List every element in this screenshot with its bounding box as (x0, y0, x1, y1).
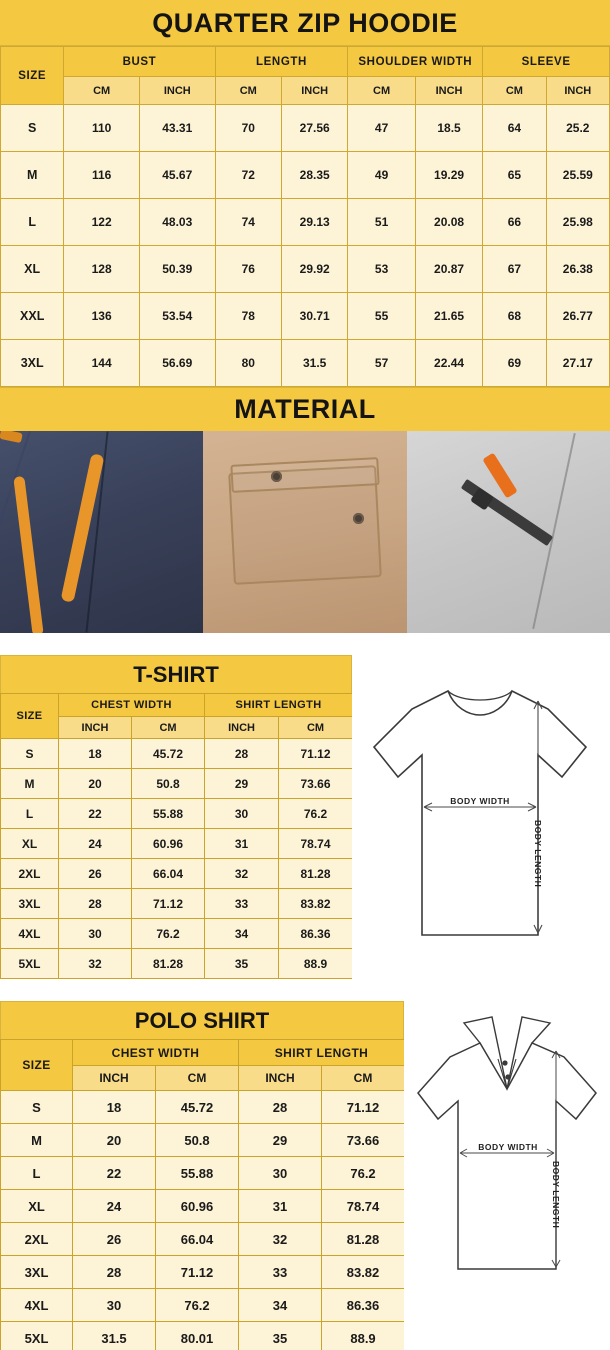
cell: 18 (59, 739, 132, 769)
cell: 68 (483, 293, 546, 340)
cell: 30 (73, 1289, 156, 1322)
hoodie-col-shoulder-width: SHOULDER WIDTH (348, 47, 483, 77)
table-row (1, 1124, 405, 1157)
cell: 28 (59, 889, 132, 919)
cell: 29 (239, 1124, 322, 1157)
hoodie-size-label: XXL (1, 293, 64, 340)
cell: 65 (483, 152, 546, 199)
cell: 80 (215, 340, 281, 387)
tshirt-measurement-diagram (352, 655, 610, 977)
cell: 35 (239, 1322, 322, 1350)
cell: 70 (215, 105, 281, 152)
cell: 43.31 (139, 105, 215, 152)
cell: 74 (215, 199, 281, 246)
hoodie-size-table (0, 46, 610, 387)
polo-unit-chest-cm: CM (156, 1066, 239, 1091)
cell: 55.88 (156, 1157, 239, 1190)
table-row (1, 919, 353, 949)
tshirt-diagram-wrap (352, 655, 610, 979)
grey-zipper-pull-photo (407, 431, 610, 633)
table-row (1, 293, 610, 340)
cell: 33 (239, 1256, 322, 1289)
hoodie-unit-header-row (1, 77, 610, 105)
cell: 27.17 (546, 340, 609, 387)
cell: 76 (215, 246, 281, 293)
cell: 22.44 (415, 340, 482, 387)
cell: 30.71 (281, 293, 347, 340)
cell: 78.74 (279, 829, 353, 859)
cell: 31 (239, 1190, 322, 1223)
cell: 31.5 (73, 1322, 156, 1350)
cell: 31.5 (281, 340, 347, 387)
polo-col-chest-width: CHEST WIDTH (73, 1040, 239, 1066)
polo-diagram-wrap (404, 1001, 610, 1350)
cell: 128 (64, 246, 140, 293)
cell: 26 (73, 1223, 156, 1256)
cell: 18.5 (415, 105, 482, 152)
cell: 20.87 (415, 246, 482, 293)
cell: 30 (59, 919, 132, 949)
polo-size-label: S (1, 1091, 73, 1124)
table-row (1, 829, 353, 859)
cell: 64 (483, 105, 546, 152)
cell: 45.72 (156, 1091, 239, 1124)
cell: 71.12 (322, 1091, 405, 1124)
cell: 34 (205, 919, 279, 949)
hoodie-col-sleeve: SLEEVE (483, 47, 610, 77)
tshirt-col-size: SIZE (1, 694, 59, 739)
table-row (1, 1322, 405, 1350)
cell: 73.66 (322, 1124, 405, 1157)
tshirt-col-chest-width: CHEST WIDTH (59, 694, 205, 717)
table-row (1, 1289, 405, 1322)
polo-unit-chest-inch: INCH (73, 1066, 156, 1091)
cell: 28 (73, 1256, 156, 1289)
cell: 122 (64, 199, 140, 246)
cell: 78 (215, 293, 281, 340)
cell: 69 (483, 340, 546, 387)
cell: 80.01 (156, 1322, 239, 1350)
cell: 25.59 (546, 152, 609, 199)
cell: 26 (59, 859, 132, 889)
cell: 32 (239, 1223, 322, 1256)
section-spacer (0, 633, 610, 655)
cell: 29.92 (281, 246, 347, 293)
cell: 72 (215, 152, 281, 199)
tshirt-size-label: 5XL (1, 949, 59, 979)
polo-size-table (0, 1039, 405, 1350)
tshirt-size-label: 3XL (1, 889, 59, 919)
cell: 30 (239, 1157, 322, 1190)
cell: 81.28 (279, 859, 353, 889)
polo-col-shirt-length: SHIRT LENGTH (239, 1040, 405, 1066)
tshirt-col-shirt-length: SHIRT LENGTH (205, 694, 353, 717)
cell: 29 (205, 769, 279, 799)
polo-size-label: XL (1, 1190, 73, 1223)
hoodie-unit-shoulder-inch: INCH (415, 77, 482, 105)
hoodie-col-length: LENGTH (215, 47, 348, 77)
hoodie-title: QUARTER ZIP HOODIE (0, 0, 610, 46)
cell: 66.04 (132, 859, 205, 889)
cell: 26.77 (546, 293, 609, 340)
tshirt-size-label: XL (1, 829, 59, 859)
hoodie-size-label: L (1, 199, 64, 246)
tshirt-section (0, 655, 610, 979)
cell: 50.8 (132, 769, 205, 799)
cell: 51 (348, 199, 415, 246)
cell: 25.98 (546, 199, 609, 246)
hoodie-col-bust: BUST (64, 47, 215, 77)
cell: 76.2 (156, 1289, 239, 1322)
cell: 26.38 (546, 246, 609, 293)
cell: 22 (73, 1157, 156, 1190)
cell: 24 (59, 829, 132, 859)
polo-size-label: 3XL (1, 1256, 73, 1289)
cell: 32 (59, 949, 132, 979)
cell: 28 (239, 1091, 322, 1124)
table-row (1, 949, 353, 979)
cell: 47 (348, 105, 415, 152)
cell: 29.13 (281, 199, 347, 246)
tshirt-size-label: M (1, 769, 59, 799)
cell: 67 (483, 246, 546, 293)
cell: 18 (73, 1091, 156, 1124)
cell: 53.54 (139, 293, 215, 340)
table-row (1, 769, 353, 799)
table-row (1, 246, 610, 293)
cell: 110 (64, 105, 140, 152)
cell: 45.72 (132, 739, 205, 769)
cell: 31 (205, 829, 279, 859)
hoodie-size-label: 3XL (1, 340, 64, 387)
cell: 53 (348, 246, 415, 293)
table-row (1, 1157, 405, 1190)
cell: 116 (64, 152, 140, 199)
cell: 66.04 (156, 1223, 239, 1256)
cell: 50.8 (156, 1124, 239, 1157)
cell: 83.82 (279, 889, 353, 919)
cell: 20 (73, 1124, 156, 1157)
table-row (1, 340, 610, 387)
cell: 20 (59, 769, 132, 799)
hoodie-col-size: SIZE (1, 47, 64, 105)
cell: 136 (64, 293, 140, 340)
cell: 71.12 (132, 889, 205, 919)
table-row (1, 859, 353, 889)
cell: 144 (64, 340, 140, 387)
hoodie-unit-sleeve-cm: CM (483, 77, 546, 105)
cell: 81.28 (132, 949, 205, 979)
tshirt-size-label: L (1, 799, 59, 829)
tshirt-table-wrap (0, 655, 352, 979)
polo-size-label: 2XL (1, 1223, 73, 1256)
cell: 81.28 (322, 1223, 405, 1256)
material-title: MATERIAL (0, 387, 610, 431)
table-row (1, 1190, 405, 1223)
polo-size-label: 5XL (1, 1322, 73, 1350)
cell: 57 (348, 340, 415, 387)
hoodie-group-header-row (1, 47, 610, 77)
cell: 34 (239, 1289, 322, 1322)
cell: 71.12 (279, 739, 353, 769)
cell: 86.36 (322, 1289, 405, 1322)
table-row (1, 1223, 405, 1256)
cell: 20.08 (415, 199, 482, 246)
tan-sleeve-pocket-photo (203, 431, 406, 633)
tshirt-unit-length-cm: CM (279, 717, 353, 739)
cell: 28.35 (281, 152, 347, 199)
cell: 24 (73, 1190, 156, 1223)
tshirt-unit-chest-inch: INCH (59, 717, 132, 739)
cell: 48.03 (139, 199, 215, 246)
hoodie-size-label: S (1, 105, 64, 152)
hoodie-unit-length-cm: CM (215, 77, 281, 105)
polo-size-label: 4XL (1, 1289, 73, 1322)
table-row (1, 105, 610, 152)
tshirt-unit-length-inch: INCH (205, 717, 279, 739)
polo-group-header-row (1, 1040, 405, 1066)
cell: 19.29 (415, 152, 482, 199)
cell: 28 (205, 739, 279, 769)
tshirt-size-label: 4XL (1, 919, 59, 949)
cell: 25.2 (546, 105, 609, 152)
polo-table-wrap (0, 1001, 404, 1350)
hoodie-unit-sleeve-inch: INCH (546, 77, 609, 105)
cell: 76.2 (132, 919, 205, 949)
hoodie-size-label: M (1, 152, 64, 199)
hoodie-unit-length-inch: INCH (281, 77, 347, 105)
tshirt-size-label: 2XL (1, 859, 59, 889)
polo-size-label: M (1, 1124, 73, 1157)
cell: 55.88 (132, 799, 205, 829)
table-row (1, 1256, 405, 1289)
cell: 32 (205, 859, 279, 889)
polo-unit-length-cm: CM (322, 1066, 405, 1091)
cell: 88.9 (322, 1322, 405, 1350)
cell: 88.9 (279, 949, 353, 979)
cell: 27.56 (281, 105, 347, 152)
tshirt-title: T-SHIRT (0, 655, 352, 693)
cell: 76.2 (322, 1157, 405, 1190)
cell: 76.2 (279, 799, 353, 829)
polo-title: POLO SHIRT (0, 1001, 404, 1039)
tshirt-unit-chest-cm: CM (132, 717, 205, 739)
table-row (1, 1091, 405, 1124)
cell: 22 (59, 799, 132, 829)
hoodie-unit-bust-inch: INCH (139, 77, 215, 105)
cell: 33 (205, 889, 279, 919)
hoodie-unit-shoulder-cm: CM (348, 77, 415, 105)
section-spacer (0, 979, 610, 1001)
cell: 45.67 (139, 152, 215, 199)
cell: 35 (205, 949, 279, 979)
cell: 78.74 (322, 1190, 405, 1223)
cell: 30 (205, 799, 279, 829)
cell: 66 (483, 199, 546, 246)
polo-body-length-label: BODY LENGTH (551, 1161, 561, 1229)
cell: 60.96 (132, 829, 205, 859)
tshirt-size-label: S (1, 739, 59, 769)
tshirt-body-width-label: BODY WIDTH (450, 796, 510, 806)
cell: 83.82 (322, 1256, 405, 1289)
cell: 56.69 (139, 340, 215, 387)
cell: 86.36 (279, 919, 353, 949)
table-row (1, 739, 353, 769)
table-row (1, 152, 610, 199)
material-photo-row (0, 431, 610, 633)
cord-knot-icon (0, 431, 23, 443)
hoodie-unit-bust-cm: CM (64, 77, 140, 105)
polo-body-width-label: BODY WIDTH (478, 1142, 538, 1152)
tshirt-group-header-row (1, 694, 353, 717)
cell: 50.39 (139, 246, 215, 293)
tshirt-body-length-label: BODY LENGTH (533, 820, 543, 888)
polo-measurement-diagram (404, 1001, 610, 1301)
table-row (1, 889, 353, 919)
polo-section (0, 1001, 610, 1350)
cell: 49 (348, 152, 415, 199)
tshirt-size-table (0, 693, 353, 979)
table-row (1, 199, 610, 246)
navy-hoodie-drawcord-photo (0, 431, 203, 633)
cell: 60.96 (156, 1190, 239, 1223)
polo-unit-length-inch: INCH (239, 1066, 322, 1091)
hoodie-size-label: XL (1, 246, 64, 293)
polo-col-size: SIZE (1, 1040, 73, 1091)
cell: 73.66 (279, 769, 353, 799)
table-row (1, 799, 353, 829)
polo-size-label: L (1, 1157, 73, 1190)
cell: 21.65 (415, 293, 482, 340)
cell: 71.12 (156, 1256, 239, 1289)
cell: 55 (348, 293, 415, 340)
